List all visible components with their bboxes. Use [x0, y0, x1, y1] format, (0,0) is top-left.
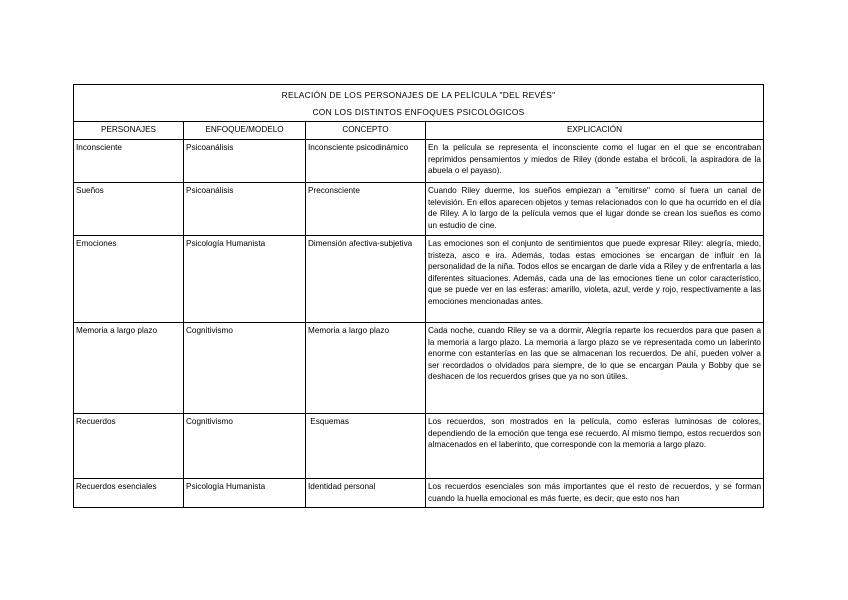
cell-personaje: Sueños	[74, 183, 184, 236]
cell-personaje: Recuerdos esenciales	[74, 479, 184, 508]
header-personajes: PERSONAJES	[74, 122, 184, 140]
header-enfoque: ENFOQUE/MODELO	[184, 122, 306, 140]
cell-concepto: Inconsciente psicodinámico	[306, 140, 426, 183]
table-title	[74, 85, 764, 122]
cell-concepto: Dimensión afectiva-subjetiva	[306, 236, 426, 323]
table-row	[74, 236, 764, 323]
cell-personaje: Inconsciente	[74, 140, 184, 183]
cell-enfoque: Psicoanálisis	[184, 140, 306, 183]
table-row	[74, 323, 764, 414]
cell-explicacion: Las emociones son el conjunto de sentimientos que puede expresar Riley: alegría, miedo, tristeza, asco e ira. Además, todas estas emociones se encargan de influir en la personalidad de la niña. Todos ellos se encargan de darle vida a Riley y de enfrentarla a las diferentes situaciones. Además, cada una de las emociones tiene un color característico, que se puede ver en las esferas: amarillo, violeta, azul, verde y rojo, respectivamente a las emociones mencionadas antes.	[426, 236, 764, 323]
cell-personaje: Emociones	[74, 236, 184, 323]
table-row	[74, 479, 764, 508]
cell-enfoque: Cognitivismo	[184, 414, 306, 479]
cell-explicacion: Los recuerdos esenciales son más importantes que el resto de recuerdos, y se forman cuando la huella emocional es más fuerte, es decir, que esto nos han	[426, 479, 764, 508]
cell-concepto: Identidad personal	[306, 479, 426, 508]
cell-personaje: Recuerdos	[74, 414, 184, 479]
title-line-2: CON LOS DISTINTOS ENFOQUES PSICOLÓGICOS	[312, 107, 525, 117]
cell-explicacion: Cada noche, cuando Riley se va a dormir, Alegría reparte los recuerdos para que pasen a la memoria a largo plazo. La memoria a largo plazo se ve representada como un laberinto enorme con estanterías en las que se almacenan los recuerdos. De ahí, pueden volver a ser recordados o olvidados para siempre, de lo que se encargan Paula y Bobby que se deshacen de los recuerdos grises que ya no son útiles.	[426, 323, 764, 414]
cell-explicacion: Los recuerdos, son mostrados en la película, como esferas luminosas de colores, dependiendo de la emoción que tenga ese recuerdo. Al mismo tiempo, estos recuerdos son almacenados en el laberinto, que corresponde con la memoria a largo plazo.	[426, 414, 764, 479]
table-row	[74, 414, 764, 479]
relation-table	[73, 84, 764, 508]
cell-concepto: Preconsciente	[306, 183, 426, 236]
cell-concepto: Memoria a largo plazo	[306, 323, 426, 414]
cell-explicacion: Cuando Riley duerme, los sueños empiezan a "emitirse" como si fuera un canal de televisión. En ellos aparecen objetos y temas relacionados con lo que ha ocurrido en el día de Riley. A lo largo de la película vemos que el lugar donde se crean los sueños es como un estudio de cine.	[426, 183, 764, 236]
header-concepto: CONCEPTO	[306, 122, 426, 140]
cell-explicacion: En la película se representa el inconsciente como el lugar en el que se encontraban reprimidos pensamientos y miedos de Riley (donde estaba el brócoli, la aspiradora de la abuela o el payaso).	[426, 140, 764, 183]
cell-enfoque: Psicología Humanista	[184, 479, 306, 508]
table-row	[74, 183, 764, 236]
cell-enfoque: Cognitivismo	[184, 323, 306, 414]
cell-personaje: Memoria a largo plazo	[74, 323, 184, 414]
title-line-1: RELACIÓN DE LOS PERSONAJES DE LA PELÍCULA "DEL REVÉS"	[281, 90, 556, 100]
cell-concepto: Esquemas	[306, 414, 426, 479]
header-row	[74, 122, 764, 140]
cell-enfoque: Psicoanálisis	[184, 183, 306, 236]
header-explicacion: EXPLICACIÓN	[426, 122, 764, 140]
table-row	[74, 140, 764, 183]
cell-enfoque: Psicología Humanista	[184, 236, 306, 323]
